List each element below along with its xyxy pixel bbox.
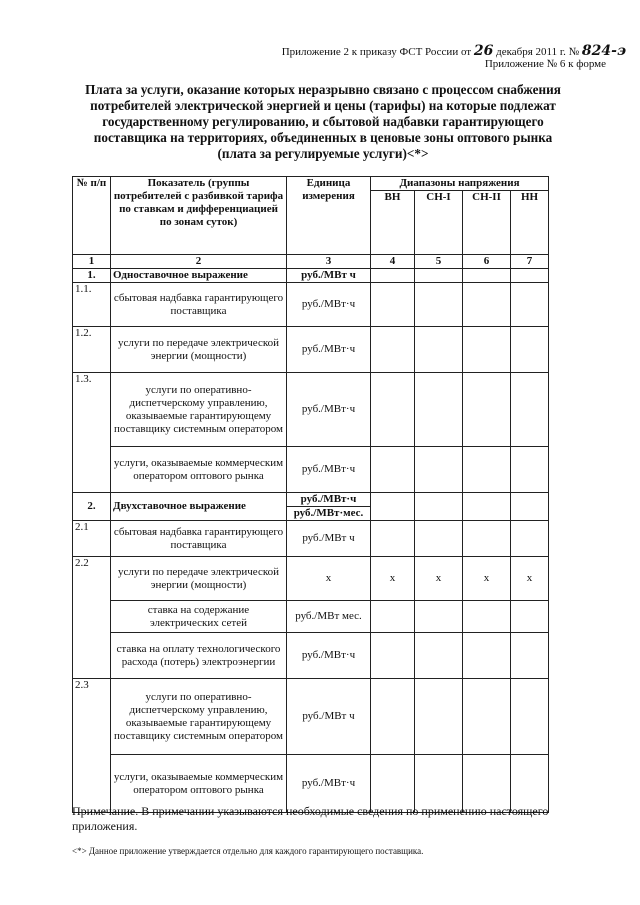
- cell-vn: [371, 447, 415, 493]
- row-num: 1.1.: [73, 283, 111, 327]
- cell-sn1: [415, 493, 463, 521]
- cell-nn: [511, 269, 549, 283]
- num-cell: 2: [111, 255, 287, 269]
- cell-nn: [511, 327, 549, 373]
- tariff-table: [72, 176, 549, 813]
- num-cell: 4: [371, 255, 415, 269]
- table-row: [73, 283, 549, 327]
- cell-sn1: [415, 447, 463, 493]
- cell-vn: [371, 373, 415, 447]
- cell-sn1: [415, 601, 463, 633]
- header-handwritten-day: 26: [473, 43, 494, 59]
- title-line-2: потребителей электрической энергией и цены (тарифы) на которые подлежат: [90, 98, 556, 113]
- row-num: 1.3.: [73, 373, 111, 493]
- row-num: 2.3: [73, 679, 111, 813]
- row-unit: руб./МВт мес.: [287, 601, 371, 633]
- cell-nn: [511, 447, 549, 493]
- cell-sn1: [415, 521, 463, 557]
- header-num: № п/п: [73, 177, 111, 255]
- cell-sn1: [415, 633, 463, 679]
- cell-sn2: x: [463, 557, 511, 601]
- cell-sn1: [415, 327, 463, 373]
- cell-vn: [371, 493, 415, 521]
- footnote-text: <*> Данное приложение утверждается отдельно для каждого гарантирующего поставщика.: [72, 846, 424, 856]
- cell-vn: [371, 633, 415, 679]
- row-unit: руб./МВт·ч: [287, 493, 371, 507]
- row-unit: x: [287, 557, 371, 601]
- cell-sn1: [415, 679, 463, 755]
- row-label: Одноставочное выражение: [111, 269, 287, 283]
- row-unit: руб./МВт·ч: [287, 755, 371, 813]
- row-label: сбытовая надбавка гарантирующего поставщика: [111, 521, 287, 557]
- table-row: [73, 493, 549, 507]
- cell-sn2: [463, 447, 511, 493]
- header-order-prefix: Приложение 2 к приказу ФСТ России от: [281, 46, 472, 58]
- row-unit: руб./МВт ч: [287, 521, 371, 557]
- cell-vn: [371, 521, 415, 557]
- num-cell: 5: [415, 255, 463, 269]
- cell-sn1: [415, 283, 463, 327]
- cell-nn: [511, 601, 549, 633]
- title-line-4: поставщика на территориях, объединенных в ценовые зоны оптового рынка: [93, 130, 553, 145]
- cell-sn2: [463, 521, 511, 557]
- table-row: [73, 557, 549, 601]
- document-title: [70, 82, 576, 162]
- header-handwritten-number: 824-э: [581, 43, 626, 59]
- cell-sn2: [463, 679, 511, 755]
- header-order-date: декабря 2011 г. №: [496, 46, 580, 58]
- row-label: услуги по передаче электрической энергии (мощности): [111, 557, 287, 601]
- row-label: услуги, оказываемые коммерческим оператором оптового рынка: [111, 447, 287, 493]
- title-line-1: Плата за услуги, оказание которых неразрывно связано с процессом снабжения: [85, 82, 561, 97]
- header-voltage-ranges: Диапазоны напряжения: [371, 177, 549, 191]
- table-row: [73, 521, 549, 557]
- table-row: [73, 679, 549, 755]
- cell-vn: x: [371, 557, 415, 601]
- row-unit: руб./МВт ч: [287, 679, 371, 755]
- row-num: 2.2: [73, 557, 111, 679]
- cell-nn: [511, 493, 549, 521]
- row-label: услуги по оперативно-диспетчерскому управлению, оказываемые гарантирующему поставщику системным оператором: [111, 373, 287, 447]
- header-nn: НН: [511, 191, 549, 255]
- cell-sn2: [463, 283, 511, 327]
- header-unit: Единица измерения: [287, 177, 371, 255]
- header-sn1: СН-I: [415, 191, 463, 255]
- title-line-3: государственному регулированию, и сбытовой надбавки гарантирующего: [102, 114, 544, 129]
- row-label: Двухставочное выражение: [111, 493, 287, 521]
- cell-nn: [511, 679, 549, 755]
- row-label: ставка на содержание электрических сетей: [111, 601, 287, 633]
- row-unit: руб./МВт·ч: [287, 447, 371, 493]
- cell-sn2: [463, 269, 511, 283]
- cell-nn: [511, 373, 549, 447]
- cell-sn1: x: [415, 557, 463, 601]
- cell-nn: [511, 283, 549, 327]
- num-cell: 7: [511, 255, 549, 269]
- cell-vn: [371, 327, 415, 373]
- cell-sn2: [463, 373, 511, 447]
- row-unit: руб./МВт·мес.: [287, 507, 371, 521]
- table-row: [73, 601, 549, 633]
- cell-vn: [371, 601, 415, 633]
- cell-vn: [371, 269, 415, 283]
- header-vn: ВН: [371, 191, 415, 255]
- cell-sn2: [463, 601, 511, 633]
- row-unit: руб./МВт·ч: [287, 283, 371, 327]
- cell-sn2: [463, 493, 511, 521]
- title-line-5: (плата за регулируемые услуги)<*>: [217, 146, 429, 161]
- cell-vn: [371, 679, 415, 755]
- num-cell: 1: [73, 255, 111, 269]
- cell-nn: x: [511, 557, 549, 601]
- row-unit: руб./МВт ч: [287, 269, 371, 283]
- row-label: сбытовая надбавка гарантирующего поставщика: [111, 283, 287, 327]
- num-cell: 6: [463, 255, 511, 269]
- table-row: [73, 373, 549, 447]
- cell-vn: [371, 283, 415, 327]
- row-num: 2.: [73, 493, 111, 521]
- row-label: услуги по оперативно-диспетчерскому управлению, оказываемые гарантирующему поставщику системным оператором: [111, 679, 287, 755]
- row-label: услуги по передаче электрической энергии (мощности): [111, 327, 287, 373]
- cell-sn2: [463, 633, 511, 679]
- num-cell: 3: [287, 255, 371, 269]
- numbering-row: [73, 255, 549, 269]
- row-num: 2.1: [73, 521, 111, 557]
- cell-sn2: [463, 327, 511, 373]
- row-unit: руб./МВт·ч: [287, 327, 371, 373]
- header-line-2: Приложение № 6 к форме: [484, 58, 606, 70]
- row-num: 1.: [73, 269, 111, 283]
- row-label: ставка на оплату технологического расхода (потерь) электроэнергии: [111, 633, 287, 679]
- row-unit: руб./МВт·ч: [287, 373, 371, 447]
- table-row: [73, 327, 549, 373]
- cell-nn: [511, 521, 549, 557]
- cell-nn: [511, 633, 549, 679]
- row-label: услуги, оказываемые коммерческим оператором оптового рынка: [111, 755, 287, 813]
- table-row: [73, 447, 549, 493]
- header-indicator: Показатель (группы потребителей с разбивкой тарифа по ставкам и дифференциацией по зонам суток): [111, 177, 287, 255]
- row-num: 1.2.: [73, 327, 111, 373]
- note-text: Примечание. В примечании указываются необходимые сведения по применению настоящего приложения.: [72, 804, 549, 833]
- cell-sn1: [415, 269, 463, 283]
- header-sn2: СН-II: [463, 191, 511, 255]
- table-row: [73, 633, 549, 679]
- row-unit: руб./МВт·ч: [287, 633, 371, 679]
- table-row: [73, 269, 549, 283]
- cell-sn1: [415, 373, 463, 447]
